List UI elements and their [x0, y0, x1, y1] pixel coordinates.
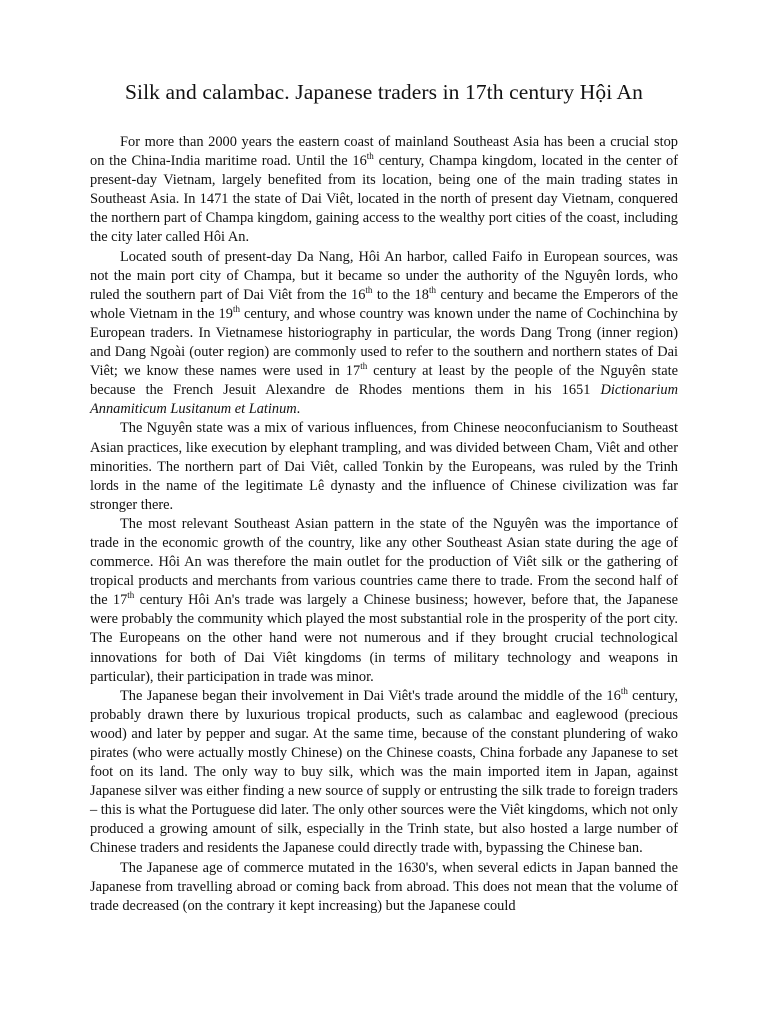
superscript: th	[127, 590, 135, 601]
paragraph	[90, 248, 678, 420]
text-run: The Nguyên state was a mix of various influences, from Chinese neoconfucianism to Southeast Asian practices, like execution by elephant trampling, and was divided between Cham, Viêt and other minorities. The northern part of Dai Viêt, called Tonkin by the Europeans, was ruled by the Trinh lords in the name of the legitimate Lê dynasty and the influence of Chinese civilization was far stronger there.	[90, 420, 678, 513]
document-body	[90, 133, 678, 916]
text-run: The Japanese age of commerce mutated in the 1630's, when several edicts in Japan banned the Japanese from travelling abroad or coming back from abroad. This does not mean that the volume of trade decreased (on the contrary it kept increasing) but the Japanese could	[90, 859, 678, 914]
paragraph	[90, 859, 678, 916]
text-run: .	[296, 401, 301, 418]
superscript: th	[366, 151, 374, 162]
superscript: th	[365, 284, 373, 295]
text-run: For more than 2000 years the eastern coast of mainland Southeast Asia has been a crucial stop on the China-India maritime road. Until the 16	[90, 134, 678, 170]
paragraph	[90, 515, 678, 687]
paragraph	[90, 133, 678, 248]
superscript: th	[232, 304, 240, 315]
superscript: th	[428, 284, 436, 295]
italic-title: Dictionarium Annamiticum Lusitanum et Latinum	[90, 382, 678, 418]
superscript: th	[620, 685, 628, 696]
paragraph	[90, 419, 678, 514]
paragraph	[90, 687, 678, 859]
text-run: century, probably drawn there by luxurious tropical products, such as calambac and eaglewood (precious wood) and later by pepper and sugar. At the same time, because of the constant plundering of wako pirates (who were actually mostly Chinese) on the Chinese coasts, China forbade any Japanese to set foot on its land. The only way to buy silk, which was the main imported item in Japan, against Japanese silver was either finding a new source of supply or entrusting the silk trade to foreign traders – this is what the Portuguese did later. The only other sources were the Viêt kingdoms, which not only produced a growing amount of silk, especially in the Trinh state, but also hosted a large number of Chinese traders and residents the Japanese could directly trade with, bypassing the Chinese ban.	[90, 687, 678, 857]
text-run: century and became the Emperors of the whole Vietnam in the 19	[90, 286, 678, 322]
text-run: century, and whose country was known under the name of Cochinchina by European traders. In Vietnamese historiography in particular, the words Dang Trong (inner region) and Dang Ngoài (outer region) are commonly used to refer to the southern and northern states of Dai Viêt; we know these names were used in 17	[90, 305, 679, 380]
text-run: The Japanese began their involvement in Dai Viêt's trade around the middle of the 16	[120, 687, 621, 704]
text-run: to the 18	[372, 286, 429, 303]
superscript: th	[360, 361, 368, 372]
text-run: century Hôi An's trade was largely a Chinese business; however, before that, the Japanese were probably the community which played the most substantial role in the prosperity of the port city. The Europeans on the other hand were not numerous and if they brought crucial technological innovations for both of Dai Viêt kingdoms (in terms of military technology and weapons in particular), their participation in trade was minor.	[90, 592, 678, 685]
text-run: The most relevant Southeast Asian pattern in the state of the Nguyên was the importance of trade in the economic growth of the country, like any other Southeast Asian state during the age of commerce. Hôi An was therefore the main outlet for the production of Viêt silk or the gathering of tropical products and merchants from various countries came there to trade. From the second half of the 17	[90, 515, 678, 609]
text-run: century, Champa kingdom, located in the center of present-day Vietnam, largely benefited from its location, being one of the main trading states in Southeast Asia. In 1471 the state of Dai Viêt, located in the north of present day Vietnam, conquered the northern part of Champa kingdom, gaining access to the wealthy port cities of the coast, including the city later called Hôi An.	[90, 153, 678, 246]
document-title: Silk and calambac. Japanese traders in 17th century Hội An	[124, 80, 644, 104]
text-run: century at least by the people of the Nguyên state because the French Jesuit Alexandre de Rhodes mentions them in his 1651	[90, 363, 679, 399]
text-run: Located south of present-day Da Nang, Hôi An harbor, called Faifo in European sources, was not the main port city of Champa, but it became so under the authority of the Nguyên lords, who ruled the southern part of Dai Viêt from the 16	[90, 248, 678, 303]
